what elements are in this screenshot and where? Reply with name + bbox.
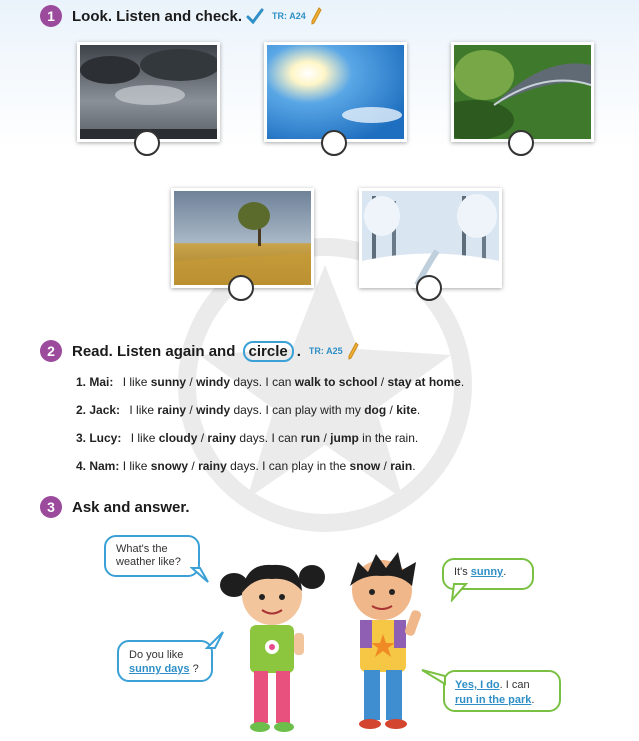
check-circle-1[interactable]	[134, 130, 160, 156]
section-2-header	[40, 338, 359, 364]
bubble-tail	[450, 582, 470, 602]
slash: /	[320, 431, 331, 445]
section-2-title-text: Read. Listen again and	[72, 342, 236, 360]
text: days. I can	[236, 431, 301, 445]
check-circle-3[interactable]	[508, 130, 534, 156]
section-2-title	[72, 343, 301, 360]
slash: /	[197, 431, 208, 445]
answer-sunny-days: sunny days	[129, 663, 190, 675]
sentence-3	[76, 431, 418, 445]
pencil-icon	[310, 7, 322, 25]
option-dog[interactable]: dog	[364, 403, 387, 417]
slash: /	[380, 459, 391, 473]
sentence-2	[76, 403, 420, 417]
sentence-4	[76, 459, 416, 473]
checkmark-icon	[246, 8, 264, 24]
slash: /	[377, 375, 388, 389]
speaker-lucy: 3. Lucy:	[76, 431, 122, 445]
bubble-answer-prefix: It's	[454, 566, 468, 578]
option-rain[interactable]: rain	[390, 459, 413, 473]
track-label-a25: TR: A25	[308, 346, 343, 356]
option-windy[interactable]: windy	[196, 375, 231, 389]
bubble-answer-like	[443, 670, 561, 712]
check-circle-2[interactable]	[321, 130, 347, 156]
answer-sunny: sunny	[470, 566, 504, 578]
text: .	[460, 375, 465, 389]
section-1-title: Look. Listen and check.	[72, 7, 243, 25]
bubble-question-weather-text: What's the weather like?	[116, 543, 181, 568]
text: I like	[122, 459, 151, 473]
option-walk-to-school[interactable]: walk to school	[294, 375, 378, 389]
sentence-1	[76, 375, 464, 389]
option-snow[interactable]: snow	[349, 459, 381, 473]
bubble-answer-mid: . I can	[499, 679, 530, 691]
photo-snowy	[359, 188, 502, 288]
slash: /	[186, 375, 197, 389]
bubble-answer-like-suffix: .	[531, 694, 535, 706]
speaker-jack: 2. Jack:	[76, 403, 121, 417]
text: .	[416, 403, 421, 417]
section-1-header	[40, 3, 322, 29]
option-rainy[interactable]: rainy	[198, 459, 227, 473]
girl-illustration	[220, 555, 325, 740]
bubble-question-like-suffix: ?	[192, 663, 199, 675]
boy-illustration	[340, 548, 440, 738]
photo-rainy	[451, 42, 594, 142]
section-3-header	[40, 494, 190, 520]
text: days. I can play with my	[230, 403, 365, 417]
bubble-question-weather	[104, 535, 200, 577]
photo-cloudy	[77, 42, 220, 142]
slash: /	[186, 403, 197, 417]
text: days. I can	[230, 375, 295, 389]
section-3-title: Ask and answer.	[72, 498, 190, 516]
text: I like	[130, 431, 159, 445]
text: days. I can play in the	[226, 459, 350, 473]
speaker-mai: 1. Mai:	[76, 375, 114, 389]
track-label-a24: TR: A24	[272, 11, 306, 21]
circle-word: circle	[243, 341, 294, 362]
text: I like	[122, 375, 151, 389]
text: I like	[129, 403, 158, 417]
bubble-question-like-text: Do you like	[129, 649, 184, 661]
option-run[interactable]: run	[300, 431, 321, 445]
option-sunny[interactable]: sunny	[150, 375, 187, 389]
bubble-answer-suffix: .	[503, 566, 507, 578]
photo-windy	[171, 188, 314, 288]
option-rainy[interactable]: rainy	[207, 431, 237, 445]
option-cloudy[interactable]: cloudy	[158, 431, 198, 445]
text: .	[412, 459, 416, 473]
check-circle-4[interactable]	[228, 275, 254, 301]
section-2-number: 2	[40, 340, 62, 362]
text: in the rain.	[358, 431, 419, 445]
option-stay-at-home[interactable]: stay at home	[387, 375, 461, 389]
bubble-tail	[190, 566, 210, 586]
option-rainy[interactable]: rainy	[157, 403, 187, 417]
pencil-icon	[347, 342, 359, 360]
slash: /	[188, 459, 199, 473]
photo-sunny	[264, 42, 407, 142]
option-jump[interactable]: jump	[330, 431, 359, 445]
answer-run-in-the-park: run in the park	[455, 694, 532, 706]
slash: /	[386, 403, 397, 417]
option-snowy[interactable]: snowy	[150, 459, 189, 473]
option-kite[interactable]: kite	[396, 403, 417, 417]
section-2-title-end: .	[296, 342, 301, 360]
speaker-nam: 4. Nam:	[76, 459, 120, 473]
check-circle-5[interactable]	[416, 275, 442, 301]
section-1-number: 1	[40, 5, 62, 27]
bubble-question-like	[117, 640, 213, 682]
section-3-number: 3	[40, 496, 62, 518]
answer-yes-i-do: Yes, I do	[455, 679, 500, 691]
option-windy[interactable]: windy	[196, 403, 231, 417]
